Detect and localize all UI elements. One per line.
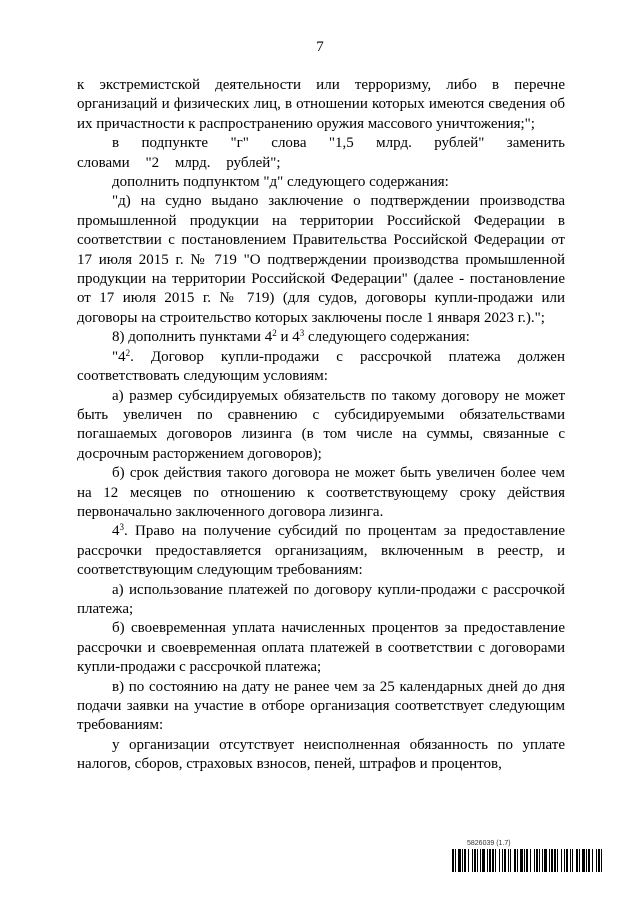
superscript: 2 [272, 328, 277, 339]
superscript: 2 [125, 347, 131, 358]
item-8-text: 8) дополнить пунктами 4 [112, 329, 273, 346]
clause-text: . Договор купли-продажи с рассрочкой платежа должен соответствовать следующим условиям: [77, 348, 565, 385]
paragraph: в подпункте "г" слова "1,5 млрд. рублей" заменить словами "2 млрд. рублей"; [77, 135, 565, 171]
clause-number: "4 [112, 348, 126, 365]
document-code: 5826039 (1.7) [467, 840, 511, 847]
item-8-text: и 4 [276, 329, 300, 346]
clause-number: 4 [112, 523, 120, 540]
page-number: 7 [316, 39, 324, 55]
clause-text: . Право на получение субсидий по процентам за предоставление рассрочки предоставляется организациям, включенным в реестр, и соответствующим следующим требованиям: [77, 523, 565, 579]
barcode [452, 849, 603, 872]
superscript: 3 [299, 328, 305, 339]
superscript: 3 [119, 522, 124, 533]
paragraph: "д) на судно выдано заключение о подтверждении производства промышленной продукции на территории Российской Федерации в соответствии с постановлением Правительства Российской Федерации от 17 июля 2015 г. № 719 "О подтверждении производства промышленной продукции на территории Российской Федерации" (далее - постановление от 17 июля 2015 г. № 719) (для судов, договоры купли-продажи или договоры на строительство которых заключены после 1 января 2023 г.)."; [77, 193, 565, 326]
paragraph: а) размер субсидируемых обязательств по такому договору не может быть увеличен по сравнению с субсидируемыми обязательствами погашаемых договоров лизинга (в том числе на суммы, связанные с досрочным расторжением договоров); [77, 387, 565, 462]
item-8-paragraph [77, 328, 565, 347]
document-body [77, 76, 565, 775]
clause-4-3-paragraph [77, 522, 565, 580]
paragraph: к экстремистской деятельности или терроризму, либо в перечне организаций и физических лиц, в отношении которых имеются сведения об их причастности к распространению оружия массового уничтожения;"; [77, 77, 565, 132]
item-8-text: следующего содержания: [304, 329, 470, 346]
paragraph: б) своевременная уплата начисленных процентов за предоставление рассрочки и своевременная оплата платежей в соответствии с договорами купли-продажи с рассрочкой платежа; [77, 620, 565, 676]
clause-4-2-paragraph [77, 348, 565, 387]
paragraph: дополнить подпунктом "д" следующего содержания: [112, 174, 449, 191]
paragraph: в) по состоянию на дату не ранее чем за 25 календарных дней до дня подачи заявки на участие в отборе организация соответствует следующим требованиям: [77, 678, 565, 734]
paragraph: б) срок действия такого договора не может быть увеличен более чем на 12 месяцев по отношению к соответствующему сроку действия первоначально заключенного договора лизинга. [77, 465, 565, 520]
paragraph: у организации отсутствует неисполненная обязанность по уплате налогов, сборов, страховых взносов, пеней, штрафов и процентов, [77, 736, 565, 773]
paragraph: а) использование платежей по договору купли-продажи с рассрочкой платежа; [77, 581, 565, 617]
